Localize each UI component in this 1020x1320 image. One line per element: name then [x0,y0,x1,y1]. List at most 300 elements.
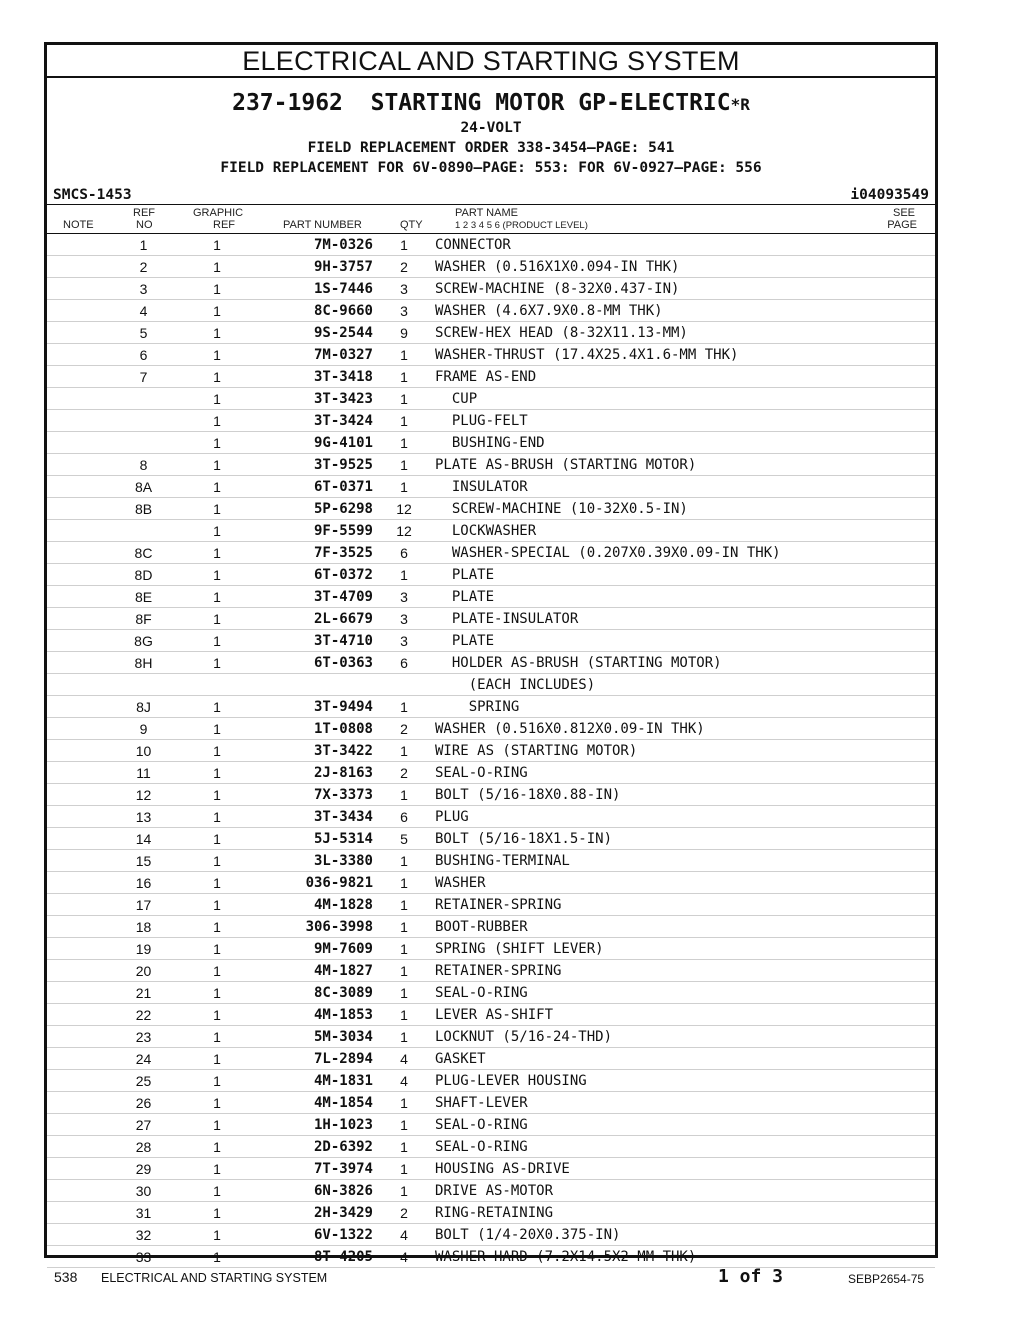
qty-cell: 3 [373,278,435,300]
qty-cell: 4 [373,1048,435,1070]
part-name-cell: PLUG [435,806,869,828]
note-cell [47,938,115,960]
graphic-ref-cell: 1 [172,1026,262,1048]
ref-cell: 31 [115,1202,172,1224]
see-page-cell [869,1070,935,1092]
see-page-cell [869,1180,935,1202]
ref-cell: 1 [115,234,172,256]
qty-cell: 1 [373,1136,435,1158]
qty-cell: 3 [373,586,435,608]
part-name-cell: PLATE [435,586,869,608]
part-name-cell: SCREW-MACHINE (10-32X0.5-IN) [435,498,869,520]
note-cell [47,982,115,1004]
table-row [47,894,935,916]
part-number-cell: 3T-9494 [262,696,373,718]
graphic-ref-cell: 1 [172,696,262,718]
qty-cell: 1 [373,696,435,718]
part-name-cell: SEAL-O-RING [435,762,869,784]
see-page-cell [869,1136,935,1158]
note-cell [47,1092,115,1114]
qty-cell: 1 [373,410,435,432]
graphic-ref-cell: 1 [172,1180,262,1202]
see-page-cell [869,960,935,982]
page-footer [0,1266,1020,1292]
qty-cell: 6 [373,806,435,828]
ref-cell: 24 [115,1048,172,1070]
part-name-cell: BOLT (5/16-18X1.5-IN) [435,828,869,850]
graphic-ref-cell: 1 [172,938,262,960]
see-page-cell [869,718,935,740]
ref-cell: 27 [115,1114,172,1136]
qty-cell: 6 [373,652,435,674]
qty-cell: 1 [373,344,435,366]
part-number-cell: 9F-5599 [262,520,373,542]
see-page-cell [869,1246,935,1268]
part-number-cell: 1S-7446 [262,278,373,300]
graphic-ref-cell: 1 [172,894,262,916]
section-title: ELECTRICAL AND STARTING SYSTEM [47,45,935,78]
part-name-cell: WASHER-SPECIAL (0.207X0.39X0.09-IN THK) [435,542,869,564]
note-cell [47,894,115,916]
note-cell [47,652,115,674]
see-page-cell [869,1004,935,1026]
part-number-cell: 3T-4709 [262,586,373,608]
qty-cell: 1 [373,982,435,1004]
note-cell [47,520,115,542]
table-row [47,718,935,740]
qty-cell: 1 [373,960,435,982]
see-page-cell [869,784,935,806]
part-name-cell: LOCKWASHER [435,520,869,542]
col-ref-top: REF [133,207,155,219]
page-number: 538 [54,1269,78,1285]
graphic-ref-cell: 1 [172,476,262,498]
graphic-ref-cell: 1 [172,432,262,454]
col-note: NOTE [63,219,94,231]
see-page-cell [869,1158,935,1180]
ref-cell: 15 [115,850,172,872]
ref-cell: 8G [115,630,172,652]
col-part-number: PART NUMBER [283,219,362,231]
part-name-cell: SCREW-HEX HEAD (8-32X11.13-MM) [435,322,869,344]
qty-cell: 3 [373,300,435,322]
table-row [47,982,935,1004]
qty-cell: 12 [373,498,435,520]
table-row [47,520,935,542]
note-cell [47,322,115,344]
ref-cell: 3 [115,278,172,300]
table-row [47,476,935,498]
part-number-cell [262,674,373,696]
qty-cell: 1 [373,894,435,916]
table-row [47,938,935,960]
see-page-cell [869,872,935,894]
part-name-cell: WASHER-HARD (7.2X14.5X2-MM THK) [435,1246,869,1268]
graphic-ref-cell: 1 [172,410,262,432]
graphic-ref-cell: 1 [172,586,262,608]
voltage-line: 24-VOLT [460,120,522,136]
part-name-cell: WASHER (0.516X0.812X0.09-IN THK) [435,718,869,740]
part-number-cell: 2L-6679 [262,608,373,630]
smcs-code: SMCS-1453 [53,187,132,203]
note-cell [47,410,115,432]
ref-cell: 7 [115,366,172,388]
graphic-ref-cell: 1 [172,564,262,586]
part-number-cell: 6T-0371 [262,476,373,498]
ref-cell: 4 [115,300,172,322]
qty-cell: 5 [373,828,435,850]
see-page-cell [869,542,935,564]
part-name-cell: BOLT (5/16-18X0.88-IN) [435,784,869,806]
table-row [47,762,935,784]
table-row [47,410,935,432]
qty-cell: 1 [373,784,435,806]
part-name-cell: BUSHING-TERMINAL [435,850,869,872]
graphic-ref-cell: 1 [172,344,262,366]
smcs-row [47,186,935,205]
part-number-cell: 4M-1828 [262,894,373,916]
note-cell [47,1246,115,1268]
qty-cell: 1 [373,388,435,410]
field-replacement-for: FIELD REPLACEMENT FOR 6V-0890—PAGE: 553: FOR 6V-0927—PAGE: 556 [220,160,762,176]
ref-cell: 16 [115,872,172,894]
ref-cell: 21 [115,982,172,1004]
col-ref-bottom: NO [136,219,153,231]
see-page-cell [869,1114,935,1136]
part-name-cell: PLUG-FELT [435,410,869,432]
part-number-cell: 1H-1023 [262,1114,373,1136]
part-number-cell: 7M-0327 [262,344,373,366]
see-page-cell [869,278,935,300]
graphic-ref-cell: 1 [172,366,262,388]
part-number-cell: 3T-9525 [262,454,373,476]
part-number-cell: 9G-4101 [262,432,373,454]
table-row [47,850,935,872]
see-page-cell [869,366,935,388]
part-number-cell: 306-3998 [262,916,373,938]
part-number-cell: 7F-3525 [262,542,373,564]
note-cell [47,1026,115,1048]
note-cell [47,1224,115,1246]
footer-section: ELECTRICAL AND STARTING SYSTEM [101,1271,328,1285]
graphic-ref-cell: 1 [172,278,262,300]
graphic-ref-cell: 1 [172,916,262,938]
part-name-cell: CONNECTOR [435,234,869,256]
part-number-cell: 5J-5314 [262,828,373,850]
part-name-cell: PLATE [435,630,869,652]
see-page-cell [869,1048,935,1070]
note-cell [47,366,115,388]
see-page-cell [869,740,935,762]
graphic-ref-cell: 1 [172,828,262,850]
table-row [47,586,935,608]
table-row [47,608,935,630]
ref-cell: 8 [115,454,172,476]
col-part-name: PART NAME [455,207,518,219]
graphic-ref-cell: 1 [172,454,262,476]
part-name-cell: BUSHING-END [435,432,869,454]
part-name-cell: SPRING [435,696,869,718]
table-row [47,322,935,344]
part-number-cell: 3T-3422 [262,740,373,762]
part-number-cell: 6T-0363 [262,652,373,674]
part-name-cell: FRAME AS-END [435,366,869,388]
part-name-cell: WASHER (4.6X7.9X0.8-MM THK) [435,300,869,322]
part-name-cell: HOLDER AS-BRUSH (STARTING MOTOR) [435,652,869,674]
ref-cell: 2 [115,256,172,278]
qty-cell: 4 [373,1246,435,1268]
part-number-cell: 9H-3757 [262,256,373,278]
ref-cell: 5 [115,322,172,344]
parts-table [47,234,935,1268]
note-cell [47,542,115,564]
graphic-ref-cell: 1 [172,630,262,652]
table-row [47,432,935,454]
graphic-ref-cell: 1 [172,740,262,762]
part-number-cell: 5P-6298 [262,498,373,520]
qty-cell: 1 [373,1158,435,1180]
table-row [47,674,935,696]
note-cell [47,740,115,762]
note-cell [47,1180,115,1202]
graphic-ref-cell: 1 [172,1136,262,1158]
part-name-cell: SEAL-O-RING [435,982,869,1004]
see-page-cell [869,1092,935,1114]
part-number-cell: 2H-3429 [262,1202,373,1224]
part-number-cell: 9M-7609 [262,938,373,960]
graphic-ref-cell: 1 [172,1092,262,1114]
group-flag: *R [730,95,750,114]
graphic-ref-cell: 1 [172,498,262,520]
note-cell [47,1114,115,1136]
graphic-ref-cell: 1 [172,718,262,740]
graphic-ref-cell: 1 [172,520,262,542]
ref-cell: 33 [115,1246,172,1268]
table-row [47,1026,935,1048]
qty-cell: 1 [373,454,435,476]
qty-cell: 2 [373,718,435,740]
ref-cell: 17 [115,894,172,916]
document-code: SEBP2654-75 [848,1272,925,1286]
ref-cell [115,520,172,542]
note-cell [47,234,115,256]
see-page-cell [869,586,935,608]
part-name-cell: RING-RETAINING [435,1202,869,1224]
note-cell [47,850,115,872]
see-page-cell [869,234,935,256]
note-cell [47,1202,115,1224]
ref-cell: 29 [115,1158,172,1180]
see-page-cell [869,828,935,850]
qty-cell: 9 [373,322,435,344]
graphic-ref-cell: 1 [172,784,262,806]
table-row [47,1158,935,1180]
table-row [47,1246,935,1268]
note-cell [47,432,115,454]
table-row [47,784,935,806]
graphic-ref-cell: 1 [172,1048,262,1070]
qty-cell: 2 [373,762,435,784]
part-name-cell: SCREW-MACHINE (8-32X0.437-IN) [435,278,869,300]
part-name-cell: RETAINER-SPRING [435,960,869,982]
graphic-ref-cell: 1 [172,256,262,278]
part-number-cell: 4M-1831 [262,1070,373,1092]
qty-cell: 2 [373,1202,435,1224]
qty-cell: 6 [373,542,435,564]
part-name-cell: PLATE-INSULATOR [435,608,869,630]
qty-cell: 3 [373,608,435,630]
table-row [47,1092,935,1114]
qty-cell: 1 [373,938,435,960]
ref-cell: 8E [115,586,172,608]
see-page-cell [869,564,935,586]
part-number-cell: 4M-1854 [262,1092,373,1114]
table-row [47,366,935,388]
qty-cell: 1 [373,740,435,762]
qty-cell: 2 [373,256,435,278]
graphic-ref-cell: 1 [172,960,262,982]
qty-cell: 1 [373,1114,435,1136]
note-cell [47,256,115,278]
ref-cell: 14 [115,828,172,850]
table-row [47,278,935,300]
col-qty: QTY [400,219,423,231]
note-cell [47,388,115,410]
see-page-cell [869,1202,935,1224]
see-page-cell [869,476,935,498]
graphic-ref-cell: 1 [172,322,262,344]
part-number-cell: 5M-3034 [262,1026,373,1048]
table-row [47,256,935,278]
ref-cell: 9 [115,718,172,740]
qty-cell: 1 [373,1180,435,1202]
graphic-ref-cell: 1 [172,806,262,828]
see-page-cell [869,652,935,674]
note-cell [47,498,115,520]
qty-cell: 1 [373,1092,435,1114]
qty-cell: 12 [373,520,435,542]
part-name-cell: SHAFT-LEVER [435,1092,869,1114]
graphic-ref-cell: 1 [172,608,262,630]
group-title [47,90,935,118]
note-cell [47,300,115,322]
table-row [47,542,935,564]
qty-cell: 1 [373,432,435,454]
part-number-cell: 4M-1853 [262,1004,373,1026]
see-page-cell [869,322,935,344]
qty-cell: 3 [373,630,435,652]
see-page-cell [869,344,935,366]
note-cell [47,916,115,938]
see-page-cell [869,1224,935,1246]
graphic-ref-cell [172,674,262,696]
see-page-cell [869,388,935,410]
qty-cell: 4 [373,1070,435,1092]
note-cell [47,696,115,718]
ref-cell: 28 [115,1136,172,1158]
see-page-cell [869,674,935,696]
part-name-cell: PLATE [435,564,869,586]
part-number-cell: 8C-9660 [262,300,373,322]
col-see-bottom: PAGE [887,219,917,231]
part-name-cell: SEAL-O-RING [435,1114,869,1136]
ref-cell: 12 [115,784,172,806]
part-number-cell: 9S-2544 [262,322,373,344]
ref-cell [115,432,172,454]
part-number-cell: 2D-6392 [262,1136,373,1158]
part-name-cell: WIRE AS (STARTING MOTOR) [435,740,869,762]
see-page-cell [869,520,935,542]
table-row [47,1070,935,1092]
graphic-ref-cell: 1 [172,300,262,322]
table-row [47,1202,935,1224]
ref-cell [115,410,172,432]
part-name-cell: RETAINER-SPRING [435,894,869,916]
table-row [47,344,935,366]
see-page-cell [869,630,935,652]
field-replacement-order: FIELD REPLACEMENT ORDER 338-3454—PAGE: 541 [307,140,675,156]
note-cell [47,784,115,806]
table-row [47,454,935,476]
part-number-cell: 6T-0372 [262,564,373,586]
part-name-cell: PLATE AS-BRUSH (STARTING MOTOR) [435,454,869,476]
qty-cell: 1 [373,234,435,256]
note-cell [47,1070,115,1092]
table-row [47,806,935,828]
part-number-cell: 7L-2894 [262,1048,373,1070]
table-row [47,234,935,256]
col-graphic-bottom: REF [213,219,235,231]
graphic-ref-cell: 1 [172,982,262,1004]
graphic-ref-cell: 1 [172,1070,262,1092]
ref-cell: 19 [115,938,172,960]
part-name-cell: PLUG-LEVER HOUSING [435,1070,869,1092]
part-name-cell: LEVER AS-SHIFT [435,1004,869,1026]
table-row [47,872,935,894]
note-cell [47,1048,115,1070]
qty-cell: 1 [373,850,435,872]
note-cell [47,1136,115,1158]
table-row [47,696,935,718]
see-page-cell [869,916,935,938]
part-number-cell: 6V-1322 [262,1224,373,1246]
part-name-cell: (EACH INCLUDES) [435,674,869,696]
note-cell [47,476,115,498]
part-number-cell: 3L-3380 [262,850,373,872]
table-row [47,1114,935,1136]
table-row [47,630,935,652]
part-name-cell: CUP [435,388,869,410]
note-cell [47,454,115,476]
part-number-cell: 3T-4710 [262,630,373,652]
ref-cell: 10 [115,740,172,762]
ref-cell: 18 [115,916,172,938]
part-number-cell: 3T-3418 [262,366,373,388]
part-name-cell: LOCKNUT (5/16-24-THD) [435,1026,869,1048]
note-cell [47,806,115,828]
ref-cell: 11 [115,762,172,784]
see-page-cell [869,1026,935,1048]
ref-cell: 8F [115,608,172,630]
see-page-cell [869,696,935,718]
col-product-level: 1 2 3 4 5 6 (PRODUCT LEVEL) [455,220,588,231]
graphic-ref-cell: 1 [172,850,262,872]
ref-cell: 8A [115,476,172,498]
part-number-cell: 8T-4205 [262,1246,373,1268]
group-name: STARTING MOTOR GP-ELECTRIC [370,90,731,116]
ref-cell: 22 [115,1004,172,1026]
ref-cell: 8J [115,696,172,718]
